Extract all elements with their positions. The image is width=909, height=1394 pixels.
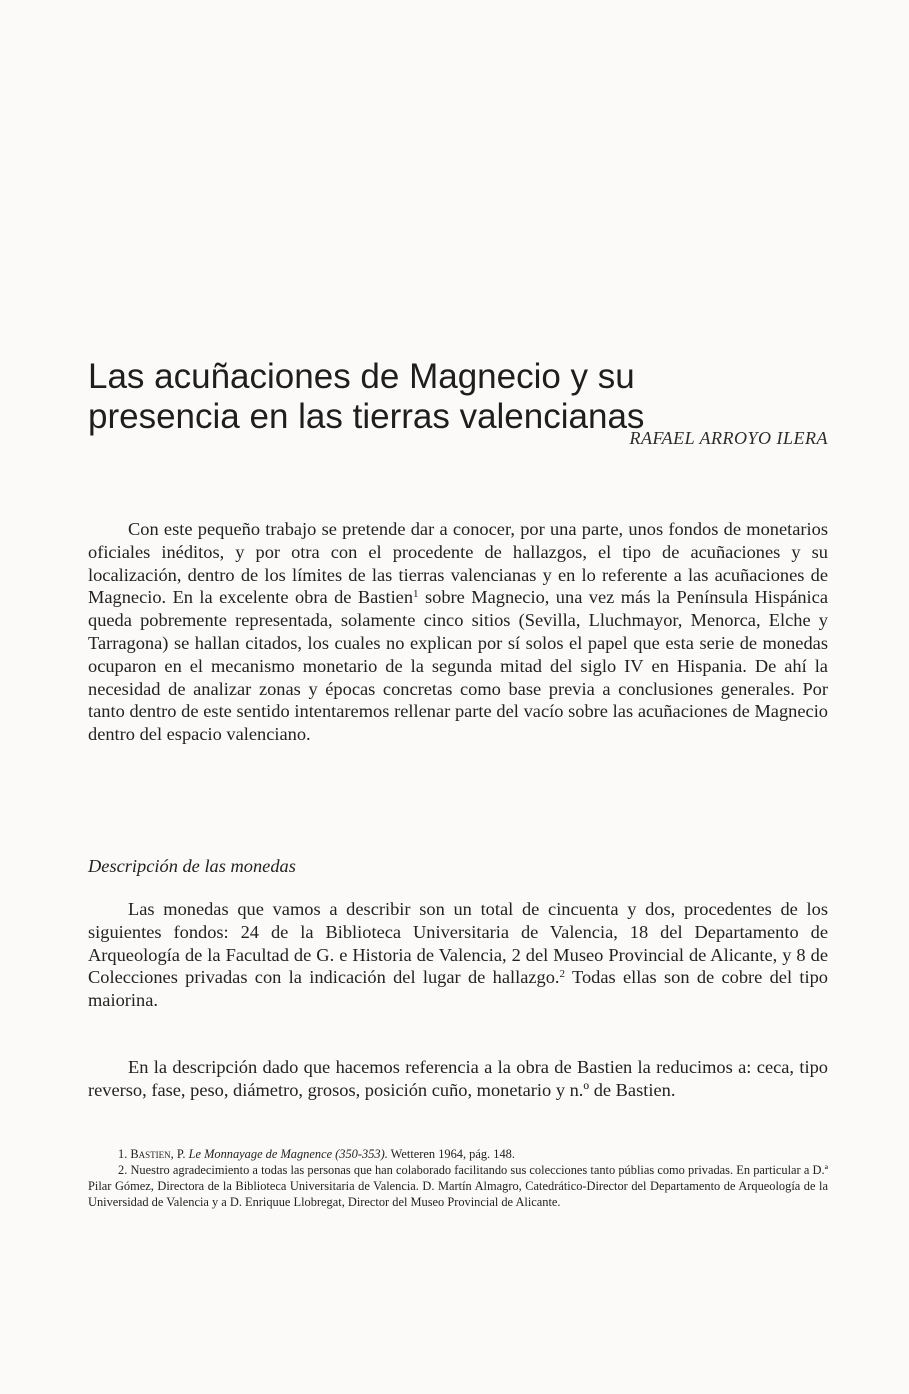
section-heading: Descripción de las monedas bbox=[88, 856, 296, 876]
intro-paragraph bbox=[88, 518, 828, 746]
section-paragraph-1 bbox=[88, 898, 828, 1012]
section-text-1: Las monedas que vamos a describir son un total de cincuenta y dos, procedentes de los siguientes fondos: 24 de la Biblioteca Universitaria de Valencia, 18 del Departamento de Arqueología de la Facultad de G. e Historia de Valencia, 2 del Museo Provincial de Alicante, y 8 de Colecciones privadas con la indicación del lugar de hallazgo. bbox=[88, 899, 828, 988]
article-title bbox=[88, 357, 828, 437]
footnote-1-details: Wetteren 1964, pág. 148. bbox=[387, 1147, 515, 1161]
section-paragraph-2 bbox=[88, 1056, 828, 1102]
footnote-1 bbox=[88, 1146, 828, 1162]
footnote-1-number: 1. bbox=[118, 1147, 128, 1161]
intro-text-1: Con este pequeño trabajo se pretende dar a conocer, por una parte, unos fondos de monetarios oficiales inéditos, y por otra con el procedente de hallazgos, el tipo de acuñaciones y su localización, dentro de los límites de las tierras valencianas y en lo referente a las acuñaciones de Magnecio. En la excelente obra de Bastien bbox=[88, 519, 828, 608]
footnote-ref-1: 1 bbox=[413, 588, 419, 601]
footnote-2-number: 2. bbox=[118, 1163, 128, 1177]
footnote-1-author: Bastien bbox=[130, 1147, 171, 1161]
footnotes bbox=[88, 1146, 828, 1210]
footnote-1-initial: , P. bbox=[170, 1147, 189, 1161]
footnote-ref-2: 2 bbox=[559, 968, 566, 981]
title-line-2: presencia en las tierras valencianas bbox=[88, 397, 645, 437]
intro-text-2: sobre Magnecio, una vez más la Península Hispánica queda pobremente representada, solamente cinco sitios (Sevilla, Lluchmayor, Menorca, Elche y Tarragona) se hallan citados, los cuales no explican por sí solos el papel que esta serie de monedas ocuparon en el mecanismo monetario de la segunda mitad del siglo bbox=[88, 587, 828, 676]
author-name: RAFAEL ARROYO ILERA bbox=[629, 428, 828, 448]
title-line-1: Las acuñaciones de Magnecio y su bbox=[88, 357, 635, 397]
century-numeral: IV bbox=[624, 655, 644, 676]
section-text-3: En la descripción dado que hacemos referencia a la obra de Bastien la reducimos a: ceca, tipo reverso, fase, peso, diámetro, grosos, posición cuño, monetario y n.º de Bastien. bbox=[88, 1057, 828, 1100]
intro-text-3: en Hispania. De ahí la necesidad de analizar zonas y épocas concretas como base previa a conclusiones generales. Por tanto dentro de este sentido intentaremos rellenar parte del vacío sobre las acuñaciones de Magnecio dentro del espacio valenciano. bbox=[88, 655, 828, 745]
footnote-1-title: Le Monnayage de Magnence (350-353). bbox=[188, 1147, 388, 1161]
footnote-2-text: Nuestro agradecimiento a todas las personas que han colaborado facilitando sus colecciones tanto públias como privadas. En particular a D.ª Pilar Gómez, Directora de la Biblioteca Universitaria de Valencia. D. Martín Almagro, Catedrático-Director del Departamento de Arqueología de la Universidad de Valencia y a D. Enriquue Llobregat, Director del Museo Provincial de Alicante. bbox=[88, 1163, 828, 1209]
footnote-2 bbox=[88, 1162, 828, 1210]
section-text-2: Todas ellas son de cobre del tipo maiorina. bbox=[88, 967, 828, 1011]
